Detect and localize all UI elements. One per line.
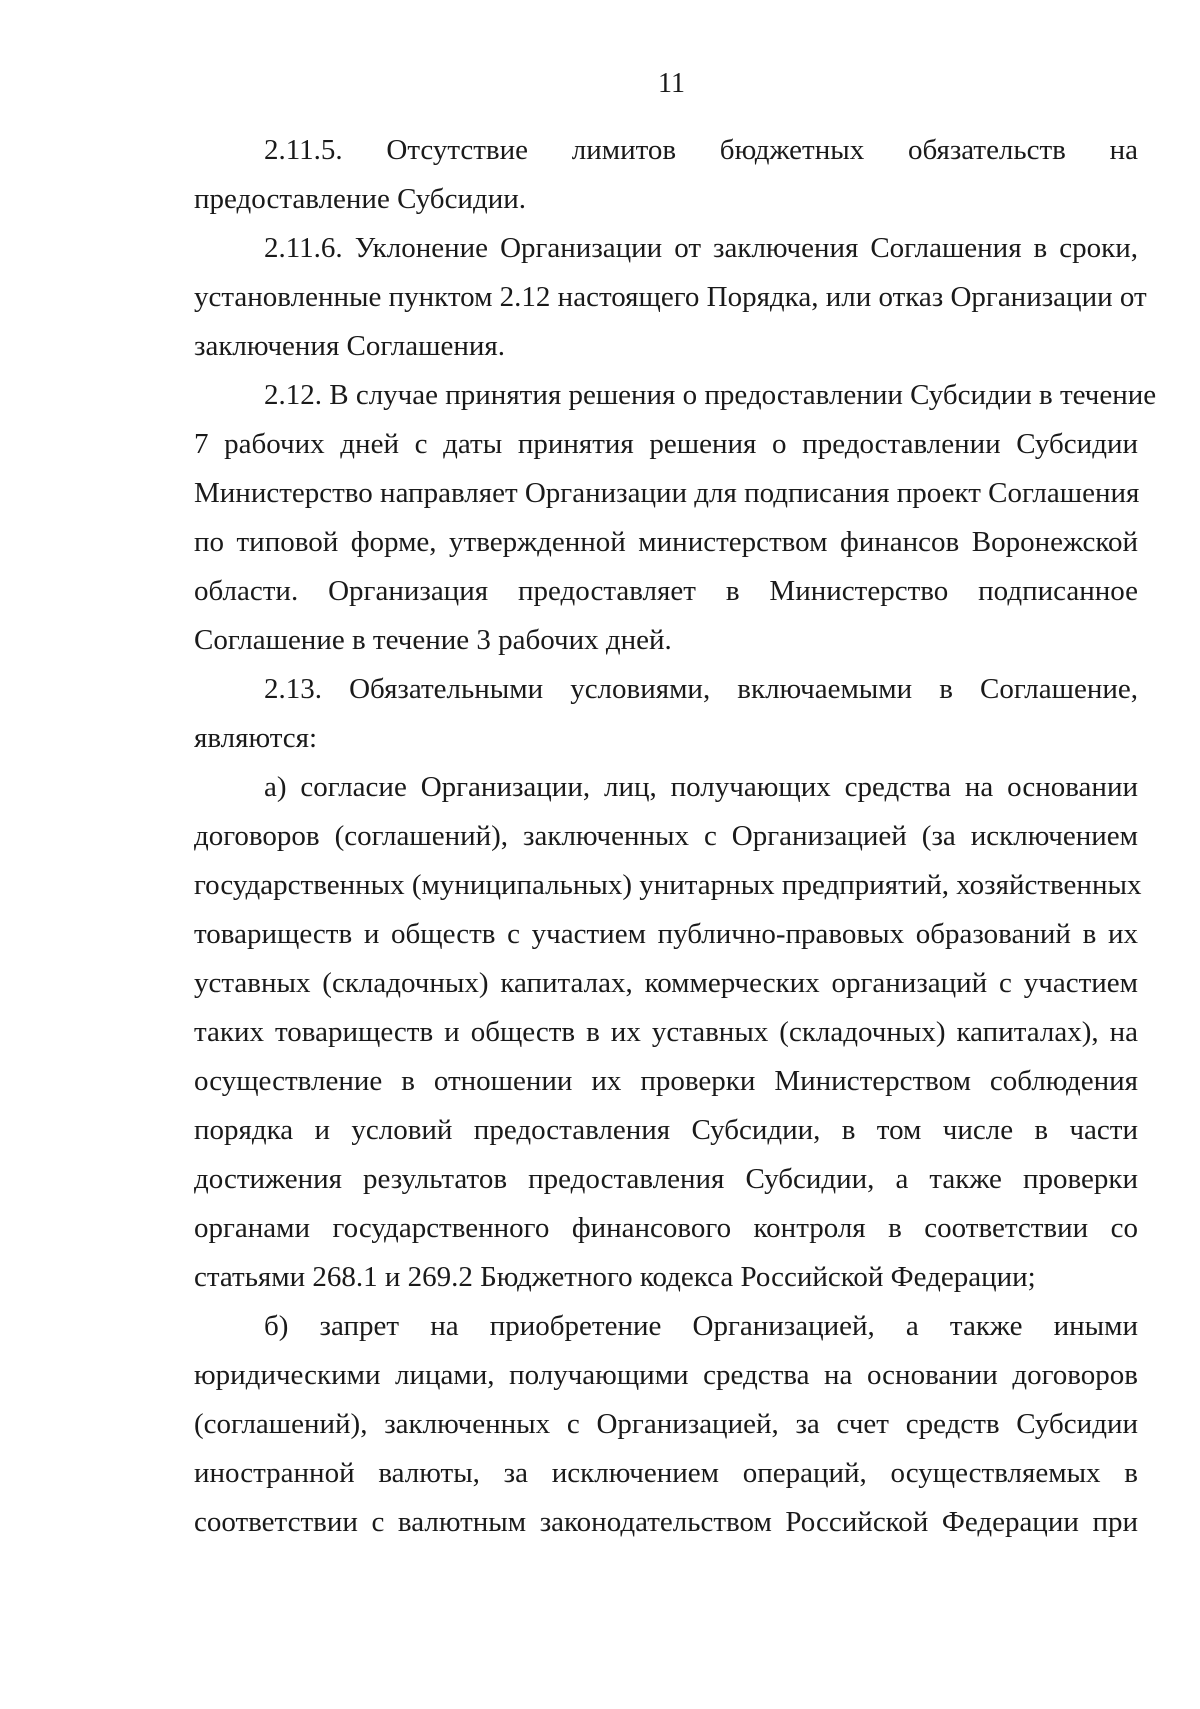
text-line: 2.11.5. Отсутствие лимитов бюджетных обязательств на <box>264 134 1138 166</box>
text-line: области. Организация предоставляет в Министерство подписанное <box>194 575 1138 607</box>
text-line: заключения Соглашения. <box>194 330 505 362</box>
text-line: предоставление Субсидии. <box>194 183 526 215</box>
text-line: порядка и условий предоставления Субсидии, в том числе в части <box>194 1114 1138 1146</box>
text-line: органами государственного финансового контроля в соответствии со <box>194 1212 1138 1244</box>
text-line: Министерство направляет Организации для подписания проект Соглашения <box>194 477 1140 509</box>
paragraph-2-11-5 <box>194 126 1138 224</box>
text-line: государственных (муниципальных) унитарных предприятий, хозяйственных <box>194 869 1142 901</box>
text-line: статьями 268.1 и 269.2 Бюджетного кодекса Российской Федерации; <box>194 1261 1036 1293</box>
text-line: уставных (складочных) капиталах, коммерческих организаций с участием <box>194 967 1138 999</box>
paragraph-item-a <box>194 763 1142 1302</box>
text-line: Соглашение в течение 3 рабочих дней. <box>194 624 672 656</box>
document-body <box>194 126 1157 1547</box>
text-line: б) запрет на приобретение Организацией, а также иными <box>264 1310 1138 1342</box>
text-line: по типовой форме, утвержденной министерством финансов Воронежской <box>194 526 1138 558</box>
text-line: товариществ и обществ с участием публично-правовых образований в их <box>194 918 1138 950</box>
text-line: установленные пунктом 2.12 настоящего Порядка, или отказ Организации от <box>194 281 1147 313</box>
text-line: (соглашений), заключенных с Организацией, за счет средств Субсидии <box>194 1408 1138 1440</box>
text-line: 2.13. Обязательными условиями, включаемыми в Соглашение, <box>264 673 1138 705</box>
paragraph-2-13 <box>194 665 1138 763</box>
paragraph-2-12 <box>194 371 1157 665</box>
paragraph-item-b <box>194 1302 1138 1547</box>
text-line: иностранной валюты, за исключением операций, осуществляемых в <box>194 1457 1138 1489</box>
text-line: юридическими лицами, получающими средства на основании договоров <box>194 1359 1138 1391</box>
text-line: достижения результатов предоставления Субсидии, а также проверки <box>194 1163 1138 1195</box>
paragraph-2-11-6 <box>194 224 1147 371</box>
text-line: являются: <box>194 722 318 754</box>
text-line: таких товариществ и обществ в их уставных (складочных) капиталах), на <box>194 1016 1138 1048</box>
text-line: 2.12. В случае принятия решения о предоставлении Субсидии в течение <box>264 379 1157 411</box>
text-line: 7 рабочих дней с даты принятия решения о предоставлении Субсидии <box>194 428 1138 460</box>
text-line: соответствии с валютным законодательством Российской Федерации при <box>194 1506 1138 1538</box>
text-line: 2.11.6. Уклонение Организации от заключения Соглашения в сроки, <box>264 232 1138 264</box>
text-line: договоров (соглашений), заключенных с Организацией (за исключением <box>194 820 1138 852</box>
text-line: осуществление в отношении их проверки Министерством соблюдения <box>194 1065 1138 1097</box>
page-number: 11 <box>658 68 685 99</box>
text-line: а) согласие Организации, лиц, получающих средства на основании <box>264 771 1138 803</box>
